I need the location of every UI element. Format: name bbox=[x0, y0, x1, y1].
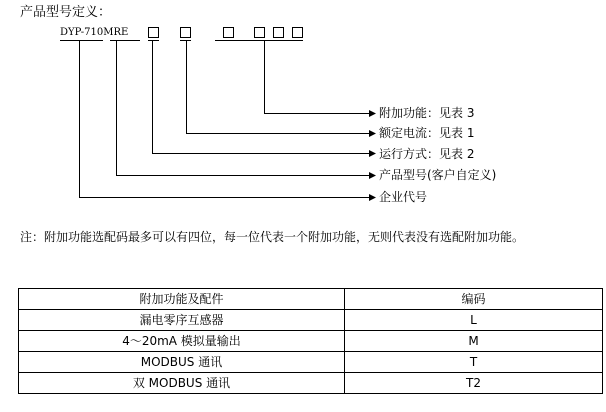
def-rated-current: 额定电流：见表 1 bbox=[379, 126, 475, 140]
cell-code: T bbox=[345, 352, 603, 373]
function-code-table bbox=[18, 288, 603, 394]
def-extra-function: 附加功能：见表 3 bbox=[379, 106, 475, 120]
cell-function: 漏电零序互感器 bbox=[19, 310, 345, 331]
table-row bbox=[19, 373, 603, 394]
def-company-code: 企业代号 bbox=[379, 190, 428, 204]
table-row bbox=[19, 331, 603, 352]
header-function: 附加功能及配件 bbox=[19, 289, 345, 310]
page-heading: 产品型号定义： bbox=[20, 5, 112, 20]
table-row bbox=[19, 310, 603, 331]
model-code: DYP-710MRE bbox=[60, 27, 129, 38]
def-product-model: 产品型号(客户自定义) bbox=[379, 168, 497, 182]
cell-function: 双 MODBUS 通讯 bbox=[19, 373, 345, 394]
cell-function: 4～20mA 模拟量输出 bbox=[19, 331, 345, 352]
table-row bbox=[19, 352, 603, 373]
def-run-mode: 运行方式：见表 2 bbox=[379, 147, 475, 161]
note-text: 注：附加功能选配码最多可以有四位，每一位代表一个附加功能，无则代表没有选配附加功能。 bbox=[20, 230, 525, 244]
cell-code: M bbox=[345, 331, 603, 352]
table-header-row bbox=[19, 289, 603, 310]
cell-function: MODBUS 通讯 bbox=[19, 352, 345, 373]
cell-code: L bbox=[345, 310, 603, 331]
header-code: 编码 bbox=[345, 289, 603, 310]
cell-code: T2 bbox=[345, 373, 603, 394]
